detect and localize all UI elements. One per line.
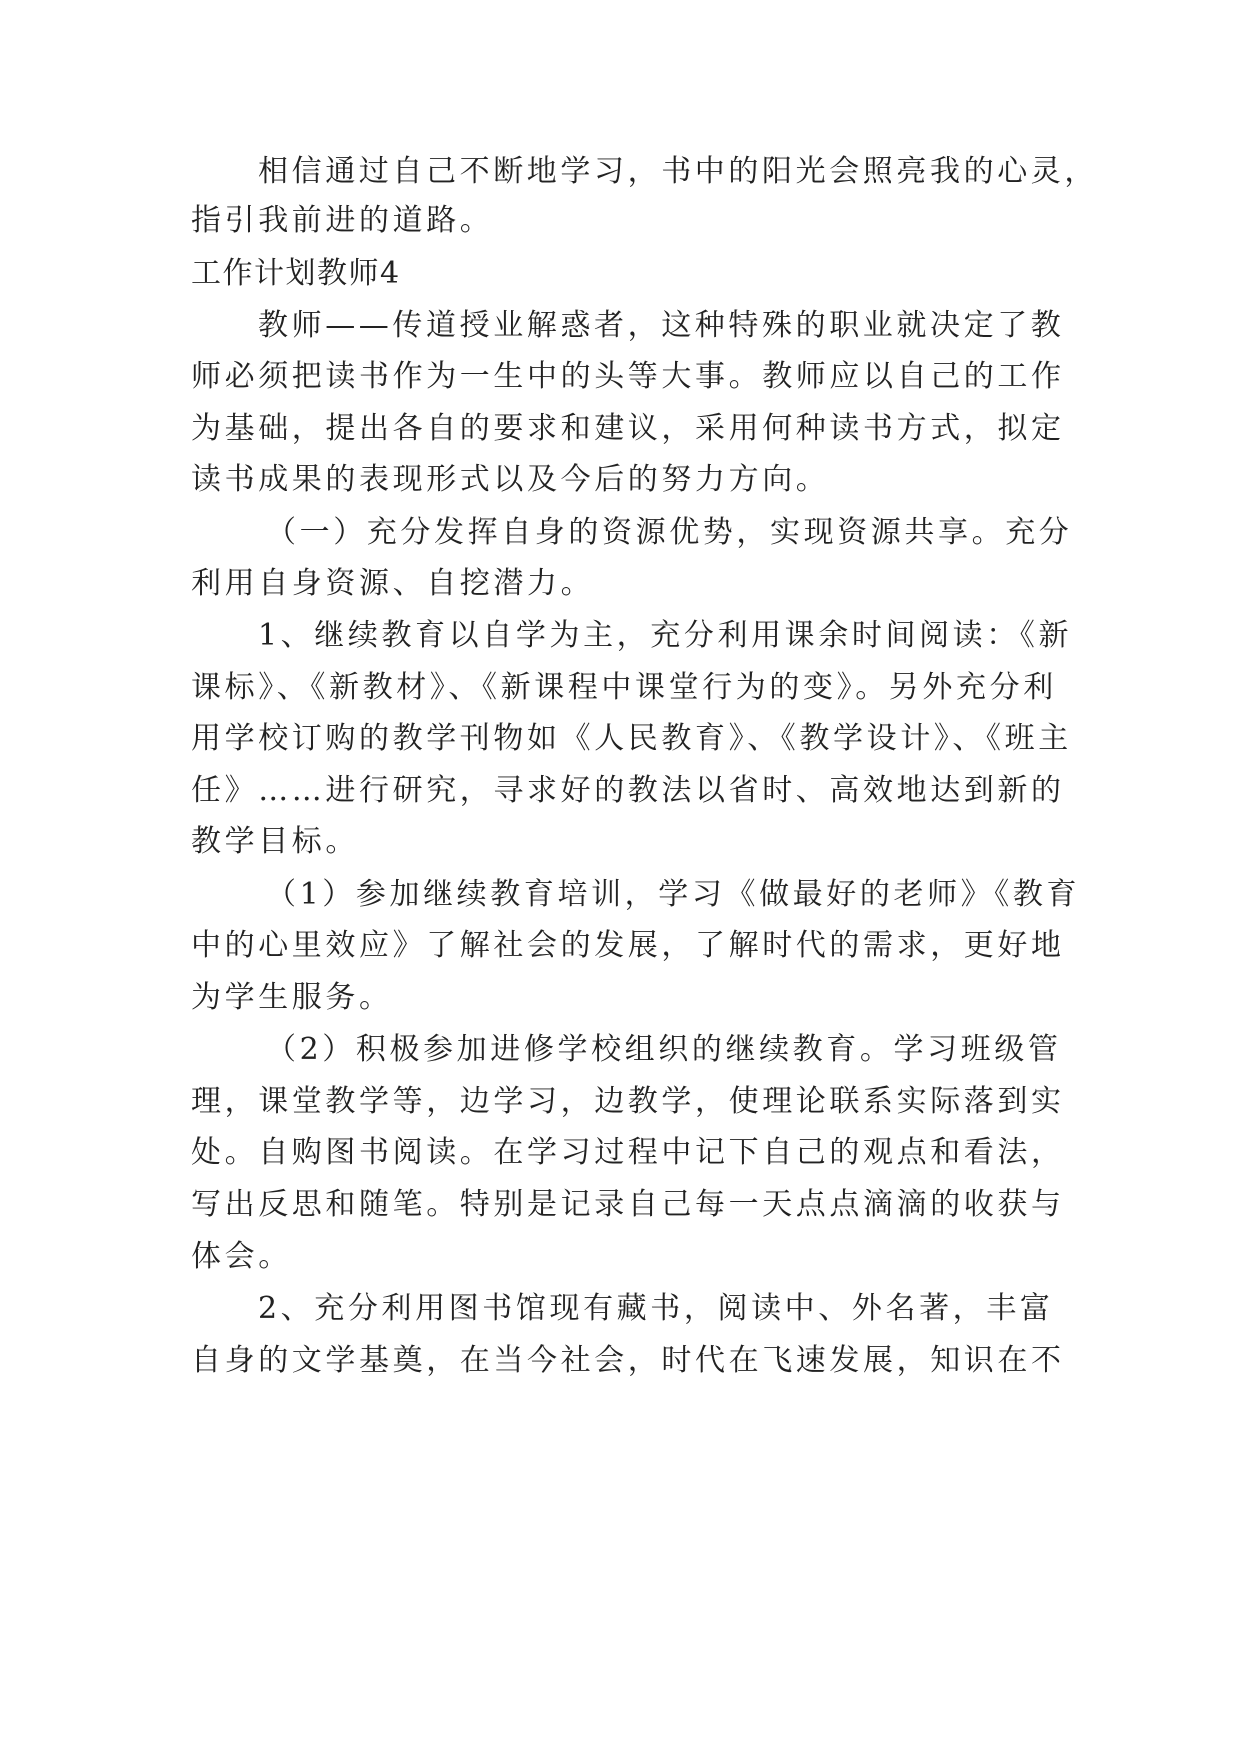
body-text-line: （2）积极参加进修学校组织的继续教育。学习班级管 bbox=[266, 1032, 1062, 1067]
body-text-line: 利用自身资源、自挖潜力。 bbox=[191, 566, 595, 601]
body-text-line: 为学生服务。 bbox=[191, 980, 393, 1015]
body-text-line: 1、继续教育以自学为主，充分利用课余时间阅读：《新 bbox=[258, 618, 1073, 653]
body-text-line: 用学校订购的教学刊物如《人民教育》、《教学设计》、《班主 bbox=[191, 721, 1072, 756]
body-text-line: 自身的文学基奠，在当今社会，时代在飞速发展，知识在不 bbox=[191, 1343, 1065, 1378]
body-text-line: 相信通过自己不断地学习，书中的阳光会照亮我的心灵， bbox=[258, 154, 1098, 189]
body-text-line: 处。自购图书阅读。在学习过程中记下自己的观点和看法， bbox=[191, 1135, 1065, 1170]
body-text-line: 教学目标。 bbox=[191, 824, 359, 859]
body-text-line: 理，课堂教学等，边学习，边教学，使理论联系实际落到实 bbox=[191, 1084, 1065, 1119]
body-text-line: 2、充分利用图书馆现有藏书，阅读中、外名著，丰富 bbox=[258, 1291, 1054, 1326]
body-text-line: （1）参加继续教育培训，学习《做最好的老师》《教育 bbox=[266, 877, 1081, 912]
section-heading: 工作计划教师4 bbox=[191, 256, 401, 291]
body-text-line: 中的心里效应》了解社会的发展，了解时代的需求，更好地 bbox=[191, 928, 1065, 963]
body-text-line: 体会。 bbox=[191, 1239, 292, 1274]
body-text-line: 教师——传道授业解惑者，这种特殊的职业就决定了教 bbox=[258, 308, 1065, 343]
body-text-line: 师必须把读书作为一生中的头等大事。教师应以自己的工作 bbox=[191, 359, 1065, 394]
body-text-line: 读书成果的表现形式以及今后的努力方向。 bbox=[191, 462, 830, 497]
body-text-line: （一）充分发挥自身的资源优势，实现资源共享。充分 bbox=[266, 515, 1073, 550]
body-text-line: 写出反思和随笔。特别是记录自己每一天点点滴滴的收获与 bbox=[191, 1187, 1065, 1222]
body-text-line: 任》……进行研究，寻求好的教法以省时、高效地达到新的 bbox=[191, 773, 1065, 808]
body-text-line: 指引我前进的道路。 bbox=[191, 203, 494, 238]
body-text-line: 课标》、《新教材》、《新课程中课堂行为的变》。另外充分利 bbox=[191, 670, 1057, 705]
body-text-line: 为基础，提出各自的要求和建议，采用何种读书方式，拟定 bbox=[191, 411, 1065, 446]
